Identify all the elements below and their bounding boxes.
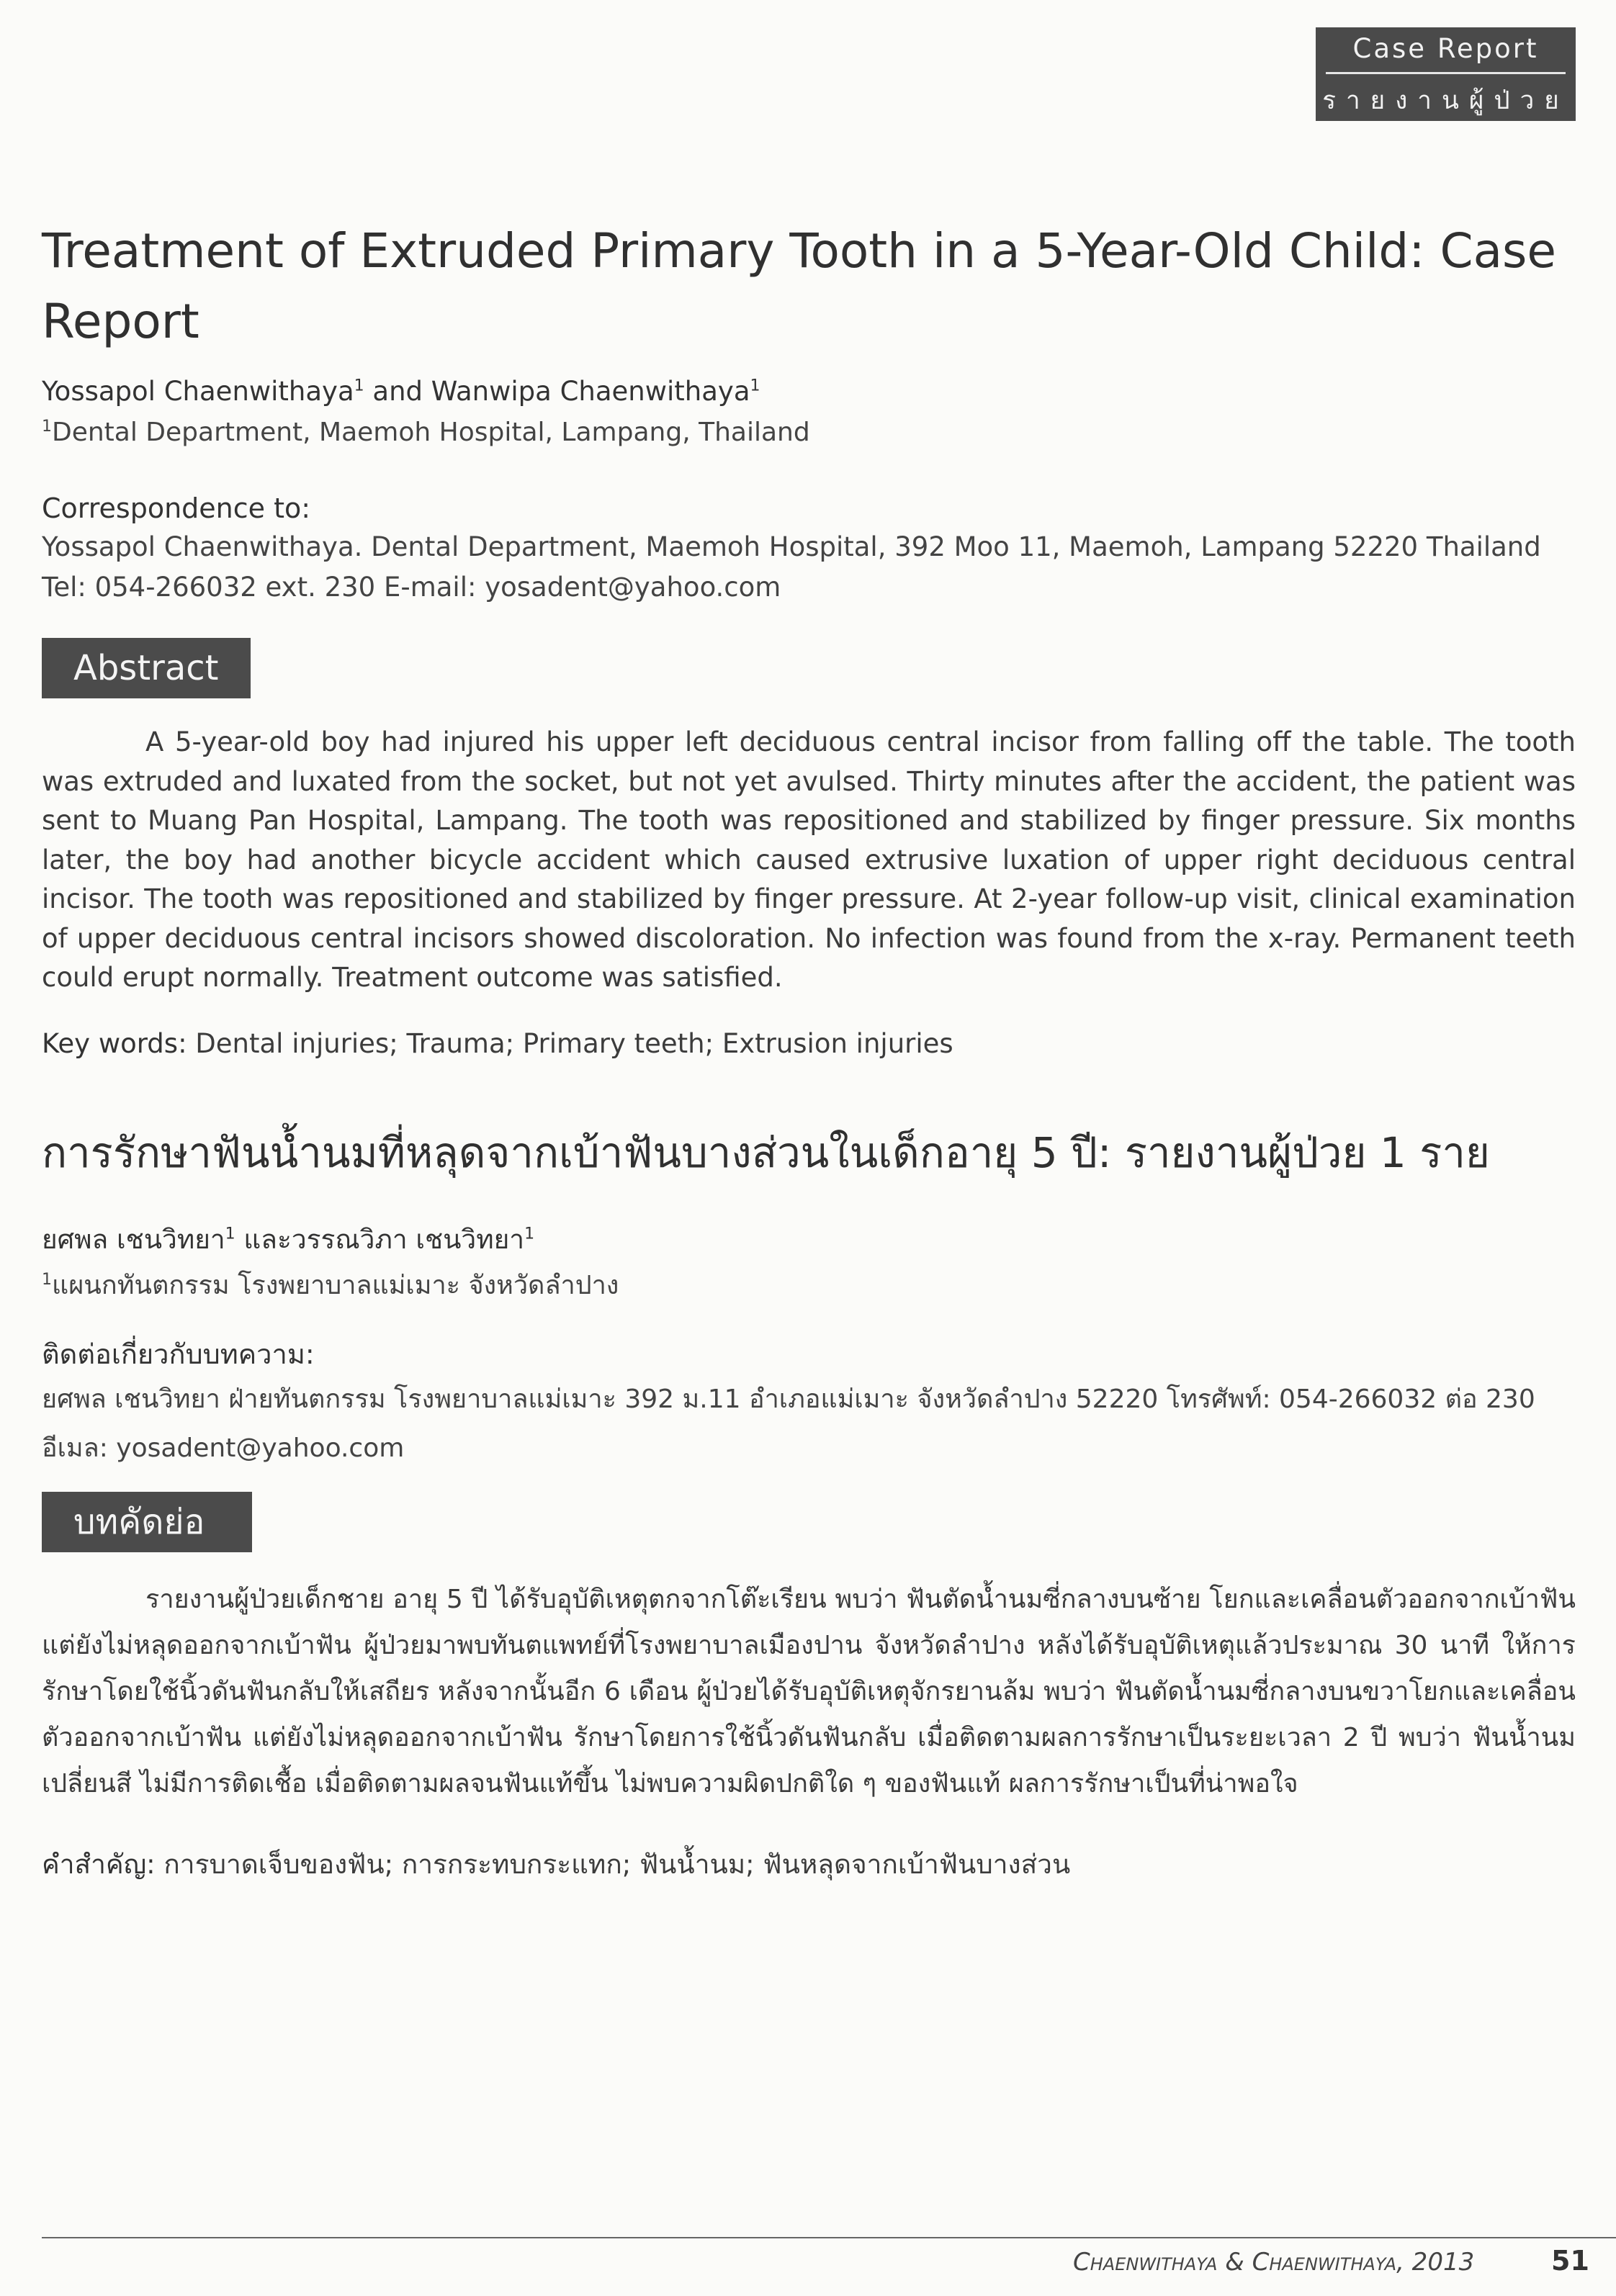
author-line xyxy=(42,376,760,407)
thai-author-line xyxy=(42,1218,534,1261)
page-number: 51 xyxy=(1551,2245,1589,2277)
thai-affiliation xyxy=(42,1264,619,1305)
abstract-heading: Abstract xyxy=(42,638,251,698)
thai-correspondence-address: ยศพล เชนวิทยา ฝ่ายทันตกรรม โรงพยาบาลแม่เมาะ 392 ม.11 อำเภอแม่เมาะ จังหวัดลำปาง 52220 โทรศัพท์: 054-266032 ต่อ 230 xyxy=(42,1385,1535,1414)
thai-abstract-text: รายงานผู้ป่วยเด็กชาย อายุ 5 ปี ได้รับอุบัติเหตุตกจากโต๊ะเรียน พบว่า ฟันตัดน้ำนมซี่กลางบนซ้าย โยกและเคลื่อนตัวออกจากเบ้าฟัน แต่ยังไม่หลุดออกจากเบ้าฟัน ผู้ป่วยมาพบทันตแพทย์ที่โรงพยาบาลเมืองปาน จังหวัดลำปาง หลังได้รับอุบัติเหตุแล้วประมาณ 30 นาที ให้การรักษาโดยใช้นิ้วดันฟันกลับให้เสถียร หลังจากนั้นอีก 6 เดือน ผู้ป่วยได้รับอุบัติเหตุจักรยานล้ม พบว่า ฟันตัดน้ำนมซี่กลางบนขวาโยกและเคลื่อนตัวออกจากเบ้าฟัน แต่ยังไม่หลุดออกจากเบ้าฟัน รักษาโดยการใช้นิ้วดันฟันกลับ เมื่อติดตามผลการรักษาเป็นระยะเวลา 2 ปี พบว่า ฟันน้ำนมเปลี่ยนสี ไม่มีการติดเชื้อ เมื่อติดตามผลจนฟันแท้ขึ้น ไม่พบความผิดปกติใด ๆ ของฟันแท้ ผลการรักษาเป็นที่น่าพอใจ xyxy=(42,1585,1576,1798)
affiliation-text: Dental Department, Maemoh Hospital, Lampang, Thailand xyxy=(52,418,810,447)
correspondence-address: Yossapol Chaenwithaya. Dental Department, Maemoh Hospital, 392 Moo 11, Maemoh, Lampang 52220 Thailand xyxy=(42,531,1541,562)
thai-keywords xyxy=(42,1843,1070,1886)
correspondence-contact: Tel: 054-266032 ext. 230 E-mail: yosadent@yahoo.com xyxy=(42,572,781,603)
article-title: Treatment of Extruded Primary Tooth in a 5-Year-Old Child: Case Report xyxy=(42,223,1557,349)
thai-affiliation-mark: 1 xyxy=(42,1271,52,1289)
affiliation xyxy=(42,418,810,447)
keywords-text: Dental injuries; Trauma; Primary teeth; Extrusion injuries xyxy=(187,1028,953,1059)
thai-author-1: ยศพล เชนวิทยา xyxy=(42,1224,225,1255)
author-2-affil-mark: 1 xyxy=(750,377,760,395)
thai-author-2: วรรณวิภา เชนวิทยา xyxy=(291,1224,525,1255)
author-1: Yossapol Chaenwithaya xyxy=(42,376,354,407)
thai-author-2-affil-mark: 1 xyxy=(524,1225,535,1243)
author-separator: and xyxy=(364,376,431,407)
correspondence-label: Correspondence to: xyxy=(42,492,311,524)
badge-english: Case Report xyxy=(1352,33,1539,64)
keywords xyxy=(42,1028,953,1059)
thai-keywords-text: การบาดเจ็บของฟัน; การกระทบกระแทก; ฟันน้ำนม; ฟันหลุดจากเบ้าฟันบางส่วน xyxy=(155,1849,1071,1880)
thai-abstract-heading: บทคัดย่อ xyxy=(42,1492,252,1552)
badge-thai: รายงานผู้ป่วย xyxy=(1322,86,1569,115)
thai-correspondence-label: ติดต่อเกี่ยวกับบทความ: xyxy=(42,1338,315,1370)
author-1-affil-mark: 1 xyxy=(354,377,364,395)
thai-affiliation-text: แผนกทันตกรรม โรงพยาบาลแม่เมาะ จังหวัดลำปาง xyxy=(52,1271,619,1300)
running-footer-citation: Chaenwithaya & Chaenwithaya, 2013 xyxy=(1073,2248,1475,2277)
affiliation-mark: 1 xyxy=(42,418,52,436)
thai-keywords-label: คำสำคัญ: xyxy=(42,1849,156,1880)
thai-correspondence-contact: อีเมล: yosadent@yahoo.com xyxy=(42,1433,405,1463)
case-report-badge xyxy=(1316,27,1576,121)
thai-author-separator: และ xyxy=(235,1224,292,1255)
abstract-text: A 5-year-old boy had injured his upper left deciduous central incisor from falling off the table. The tooth was extruded and luxated from the socket, but not yet avulsed. Thirty minutes after the accident, the patient was sent to Muang Pan Hospital, Lampang. The tooth was repositioned and stabilized by finger pressure. Six months later, the boy had another bicycle accident which caused extrusive luxation of upper right deciduous central incisor. The tooth was repositioned and stabilized by finger pressure. At 2-year follow-up visit, clinical examination of upper deciduous central incisors showed discoloration. No infection was found from the x-ray. Permanent teeth could erupt normally. Treatment outcome was satisfied. xyxy=(42,726,1576,993)
keywords-label: Key words: xyxy=(42,1028,187,1059)
author-2: Wanwipa Chaenwithaya xyxy=(431,376,750,407)
thai-article-title: การรักษาฟันน้ำนมที่หลุดจากเบ้าฟันบางส่วนในเด็กอายุ 5 ปี: รายงานผู้ป่วย 1 ราย xyxy=(42,1128,1490,1177)
thai-author-1-affil-mark: 1 xyxy=(225,1225,235,1243)
footer-rule xyxy=(42,2237,1616,2238)
badge-divider xyxy=(1326,72,1566,74)
